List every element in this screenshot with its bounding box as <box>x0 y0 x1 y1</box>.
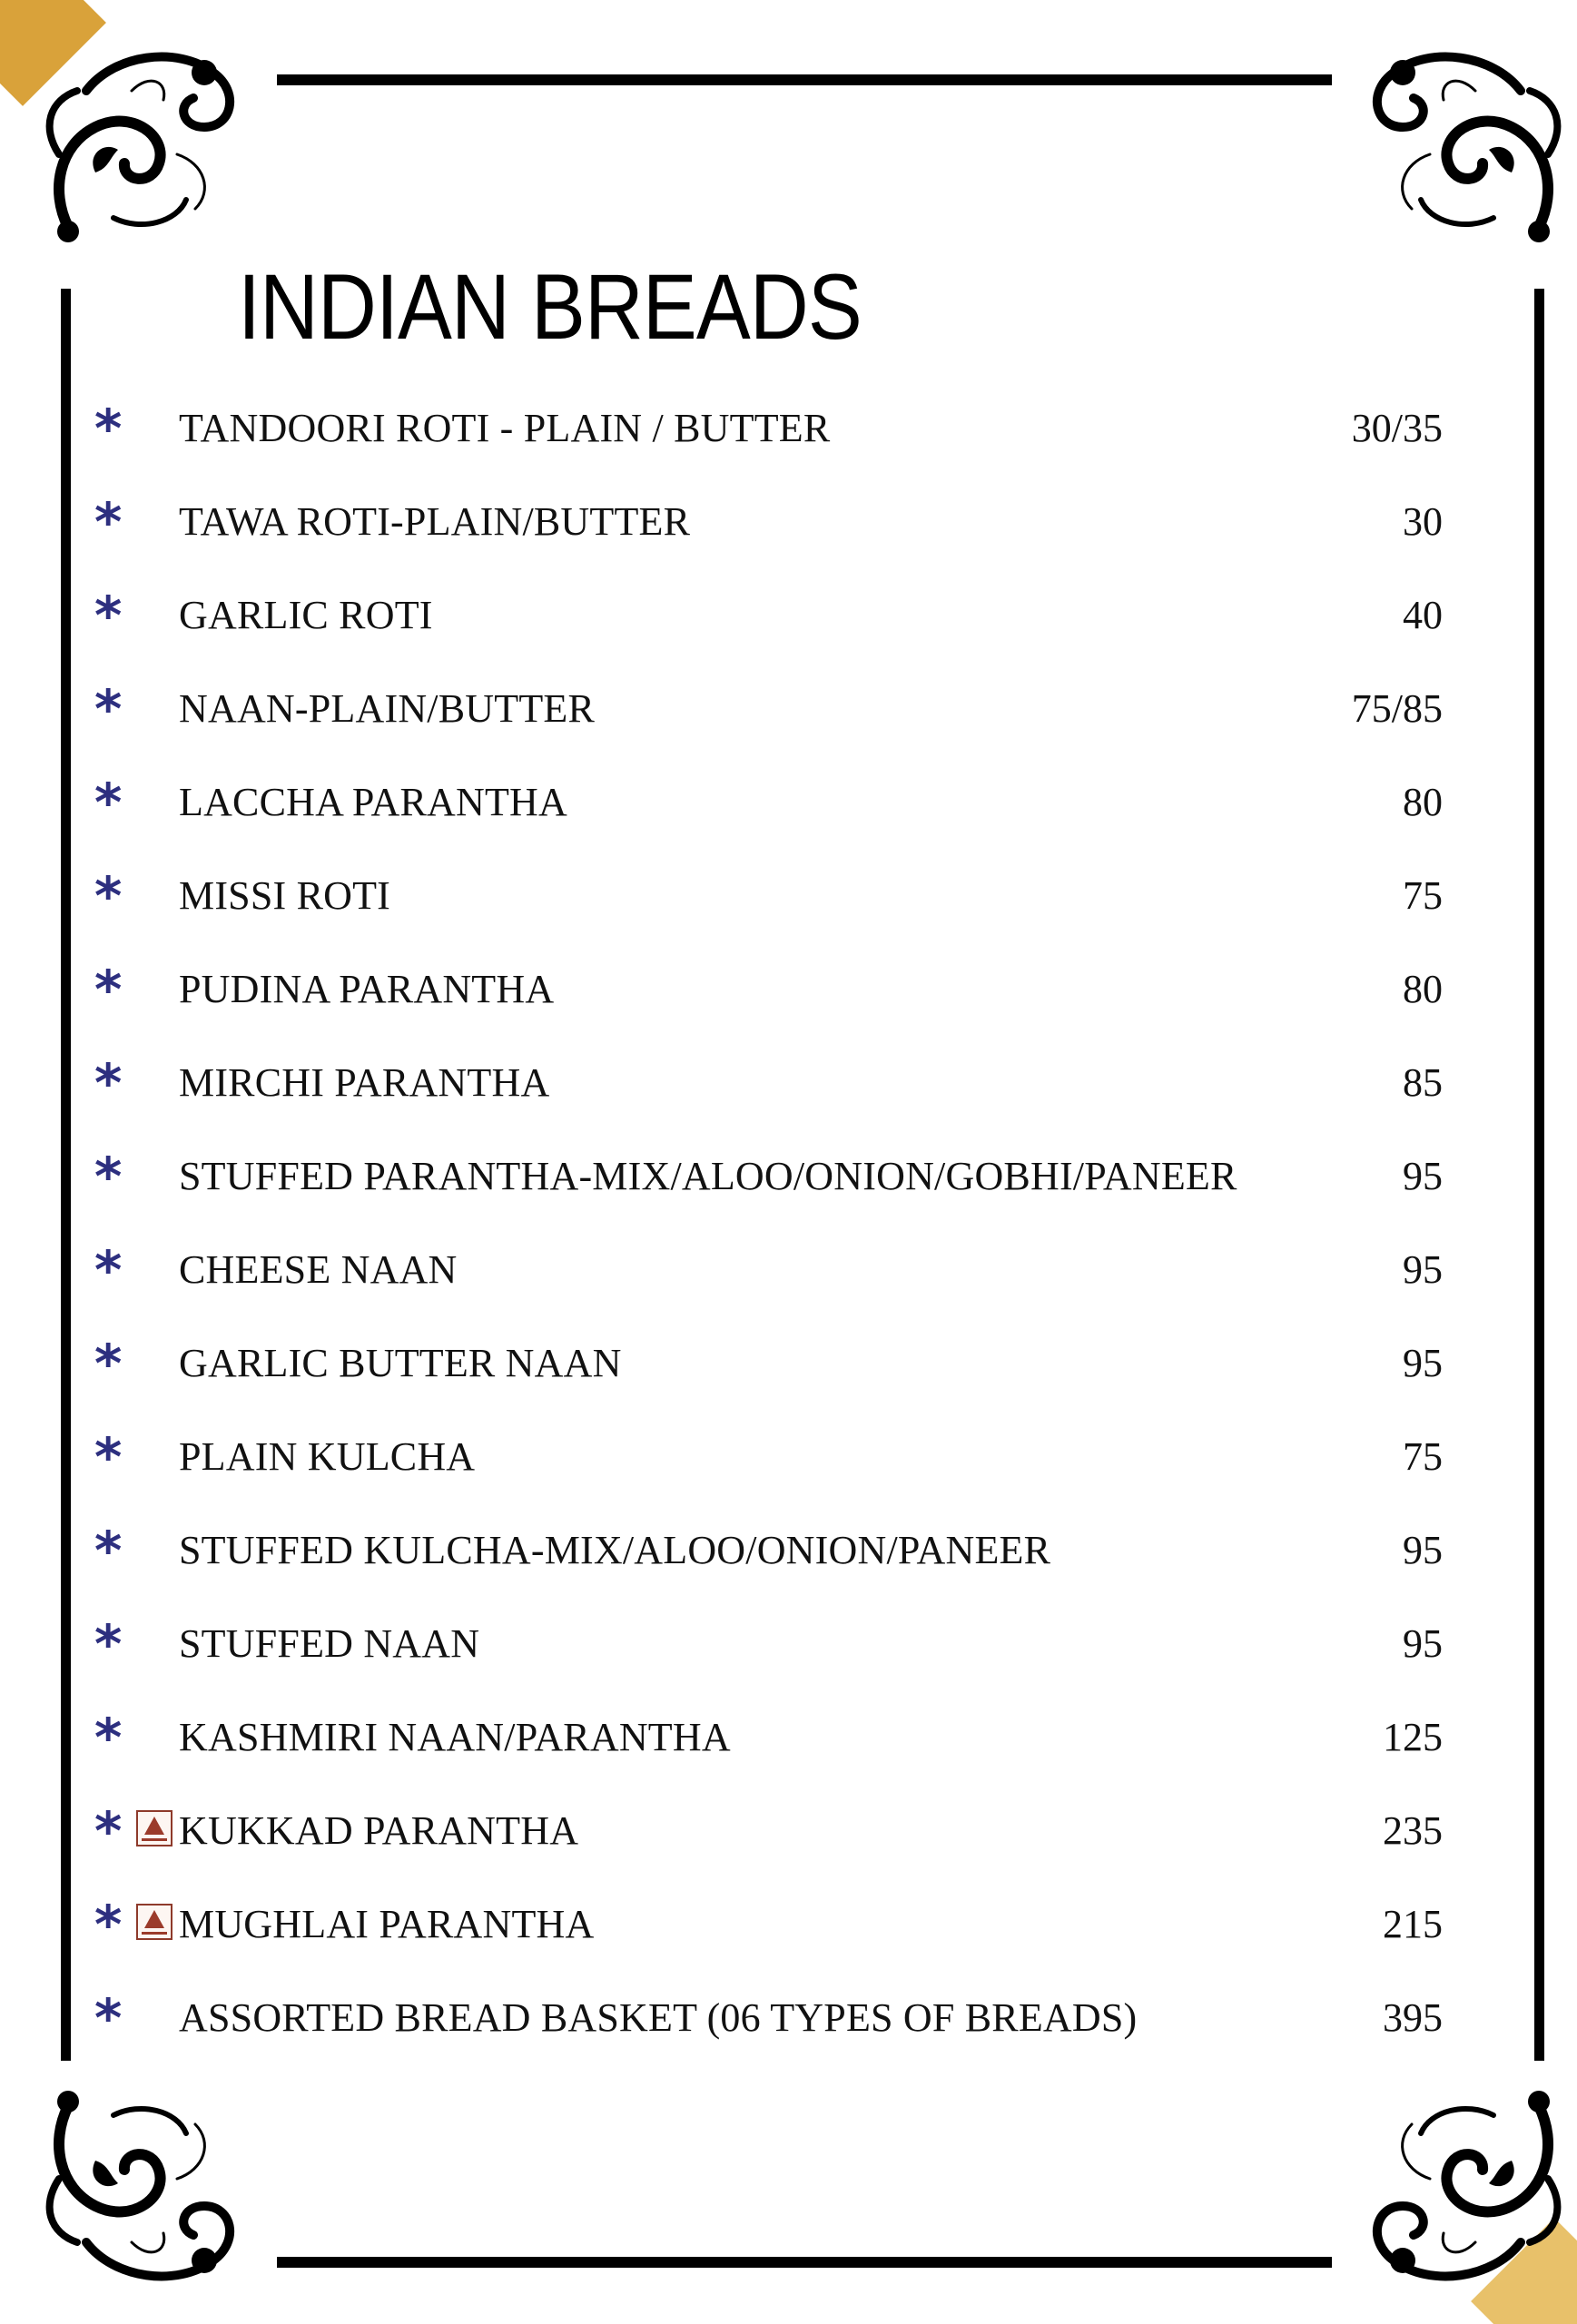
menu-item-price: 75 <box>1403 873 1443 918</box>
menu-item-price: 40 <box>1403 593 1443 637</box>
asterisk-bullet-icon: * <box>94 1146 123 1207</box>
chef-special-icon <box>136 1904 172 1940</box>
menu-item <box>0 1238 1577 1332</box>
asterisk-bullet-icon: * <box>94 1613 123 1675</box>
menu-item <box>0 1519 1577 1612</box>
menu-item <box>0 1051 1577 1145</box>
menu-item-name: MIRCHI PARANTHA <box>179 1060 550 1105</box>
menu-item <box>0 864 1577 958</box>
asterisk-bullet-icon: * <box>94 1894 123 1955</box>
menu-item-name: PLAIN KULCHA <box>179 1434 476 1479</box>
menu-item-name: TAWA ROTI-PLAIN/BUTTER <box>179 499 691 544</box>
menu-item-price: 75/85 <box>1351 686 1443 731</box>
asterisk-bullet-icon: * <box>94 1426 123 1488</box>
menu-item-price: 95 <box>1403 1621 1443 1666</box>
menu-item <box>0 1425 1577 1519</box>
menu-item <box>0 1706 1577 1799</box>
menu-item-name: NAAN-PLAIN/BUTTER <box>179 686 596 731</box>
menu-item-name: KASHMIRI NAAN/PARANTHA <box>179 1715 731 1759</box>
menu-item-name: STUFFED KULCHA-MIX/ALOO/ONION/PANEER <box>179 1528 1051 1572</box>
asterisk-bullet-icon: * <box>94 678 123 740</box>
menu-item-price: 30/35 <box>1351 406 1443 450</box>
menu-item <box>0 677 1577 771</box>
menu-item-price: 235 <box>1383 1808 1443 1853</box>
bottom-border-line <box>277 2257 1332 2268</box>
menu-item <box>0 1612 1577 1706</box>
menu-item <box>0 584 1577 677</box>
menu-item-name: GARLIC ROTI <box>179 593 433 637</box>
menu-item-price: 395 <box>1383 1995 1443 2040</box>
menu-item-price: 30 <box>1403 499 1443 544</box>
asterisk-bullet-icon: * <box>94 1239 123 1301</box>
menu-item-price: 95 <box>1403 1154 1443 1198</box>
page-title: INDIAN BREADS <box>238 255 862 359</box>
menu-item <box>0 1986 1577 2080</box>
menu-item-name: STUFFED NAAN <box>179 1621 480 1666</box>
asterisk-bullet-icon: * <box>94 1520 123 1581</box>
menu-item-name: STUFFED PARANTHA-MIX/ALOO/ONION/GOBHI/PANEER <box>179 1154 1237 1198</box>
menu-item-name: PUDINA PARANTHA <box>179 967 555 1011</box>
menu-item-price: 95 <box>1403 1528 1443 1572</box>
asterisk-bullet-icon: * <box>94 1707 123 1768</box>
asterisk-bullet-icon: * <box>94 959 123 1020</box>
menu-item-name: MUGHLAI PARANTHA <box>179 1902 595 1946</box>
asterisk-bullet-icon: * <box>94 772 123 833</box>
menu-item-name: CHEESE NAAN <box>179 1247 458 1292</box>
menu-item-price: 125 <box>1383 1715 1443 1759</box>
menu-item <box>0 1332 1577 1425</box>
menu-item-price: 80 <box>1403 967 1443 1011</box>
menu-item-price: 95 <box>1403 1341 1443 1385</box>
menu-item-name: GARLIC BUTTER NAAN <box>179 1341 622 1385</box>
menu-item <box>0 1893 1577 1986</box>
menu-item-name: ASSORTED BREAD BASKET (06 TYPES OF BREADS) <box>179 1995 1138 2040</box>
menu-item-price: 95 <box>1403 1247 1443 1292</box>
asterisk-bullet-icon: * <box>94 585 123 646</box>
menu-item-price: 215 <box>1383 1902 1443 1946</box>
menu-item <box>0 958 1577 1051</box>
menu-item <box>0 1799 1577 1893</box>
top-border-line <box>277 74 1332 85</box>
flourish-ornament-icon <box>1357 2079 1575 2297</box>
asterisk-bullet-icon: * <box>94 1800 123 1862</box>
asterisk-bullet-icon: * <box>94 1333 123 1394</box>
menu-item <box>0 490 1577 584</box>
menu-item <box>0 1145 1577 1238</box>
menu-item-name: LACCHA PARANTHA <box>179 780 568 824</box>
menu-item-name: TANDOORI ROTI - PLAIN / BUTTER <box>179 406 831 450</box>
asterisk-bullet-icon: * <box>94 865 123 927</box>
menu-item <box>0 397 1577 490</box>
asterisk-bullet-icon: * <box>94 1052 123 1114</box>
menu-item-price: 75 <box>1403 1434 1443 1479</box>
chef-special-icon <box>136 1810 172 1846</box>
flourish-ornament-icon <box>1357 36 1575 254</box>
menu-item-price: 80 <box>1403 780 1443 824</box>
menu-item <box>0 771 1577 864</box>
asterisk-bullet-icon: * <box>94 398 123 459</box>
menu-item-name: KUKKAD PARANTHA <box>179 1808 579 1853</box>
flourish-ornament-icon <box>32 2079 250 2297</box>
menu-item-price: 85 <box>1403 1060 1443 1105</box>
asterisk-bullet-icon: * <box>94 1987 123 2049</box>
flourish-ornament-icon <box>32 36 250 254</box>
asterisk-bullet-icon: * <box>94 491 123 553</box>
menu-item-name: MISSI ROTI <box>179 873 391 918</box>
